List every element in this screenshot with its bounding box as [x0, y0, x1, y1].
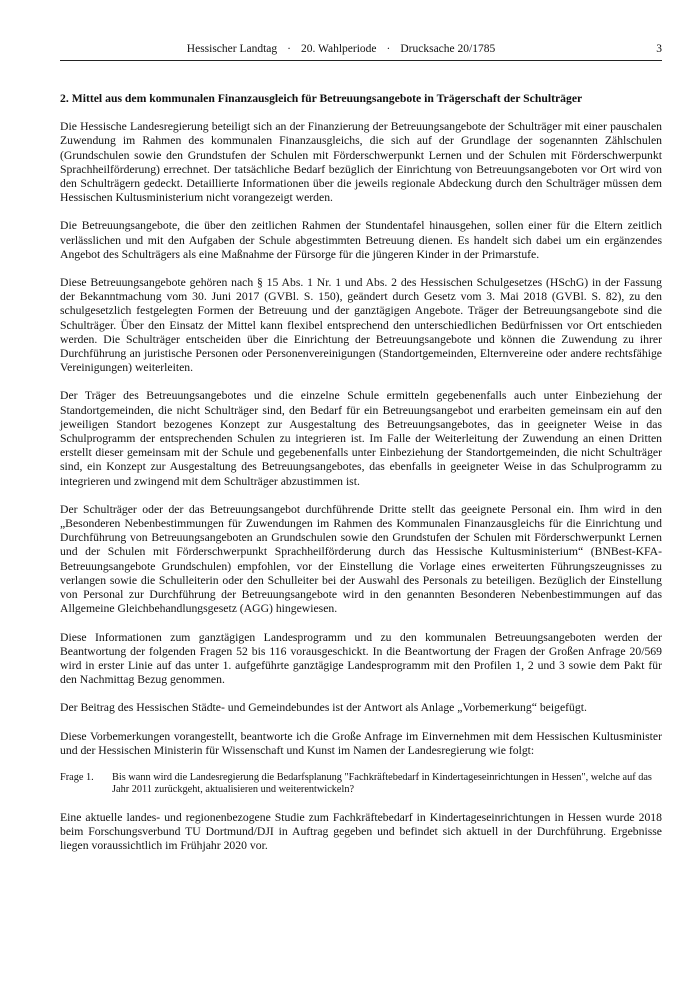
- header-parliament: Hessischer Landtag: [186, 43, 278, 55]
- header-drucksache: Drucksache 20/1785: [400, 43, 496, 55]
- question-text: Bis wann wird die Landesregierung die Bedarfsplanung "Fachkräftebedarf in Kindertageseinrichtungen in Hessen", welche auf das Jahr 2011 zurückgeht, aktualisieren und weiterentwickeln?: [112, 771, 652, 796]
- header-separator: ·: [386, 43, 391, 55]
- paragraph: Die Hessische Landesregierung beteiligt sich an der Finanzierung der Betreuungsangebote der Schulträger mit einer pauschalen Zuwendung im Rahmen des kommunalen Finanzausgleichs, die sich auf der Grundlage der sogenannten Zählschulen (Grundschulen sowie den Grundstufen der Schulen mit Förderschwerpunkt Lernen und der Schulen mit Förderschwerpunkt Sprachheilförderung) errechnet. Der tatsächliche Bedarf bezüglich der Einrichtung von Betreuungsangeboten vor Ort wird von den Schulträgern gedeckt. Detaillierte Informationen über die jeweils regionale Abdeckung durch den Schulträger müssen dem Hessischen Kultusministerium nicht vorangezeigt werden.: [60, 120, 662, 205]
- section-heading: 2. Mittel aus dem kommunalen Finanzausgleich für Betreuungsangebote in Trägerschaft der Schulträger: [60, 92, 583, 105]
- paragraph: Der Beitrag des Hessischen Städte- und Gemeindebundes ist der Antwort als Anlage „Vorbemerkung“ beigefügt.: [60, 701, 587, 715]
- paragraph: Der Schulträger oder der das Betreuungsangebot durchführende Dritte stellt das geeignete Personal ein. Ihm wird in den „Besonderen Nebenbestimmungen für Zuwendungen im Rahmen des Kommunalen Finanzausgleichs für die Einrichtung und Durchführung von Betreuungsangeboten an Grundschulen sowie den Grundstufen der Schulen mit Förderschwerpunkt Lernen und der Schulen mit Förderschwerpunkt Sprachheilförderung durch das Hessische Kultusministerium“ (BNBest-KFA-Betreuungsangebote Grundschulen) empfohlen, vor der Einstellung die Vorlage eines erweiterten Führungszeugnisses zu verlangen sowie die Schulleiterin oder den Schulleiter bei der Auswahl des Personals zu beteiligen. Bezüglich der Einstellung von Personal zur Durchführung der Betreuungsangebote wird in den genannten Besonderen Nebenbestimmungen auf das Allgemeine Gleichbehandlungsgesetz (AGG) hingewiesen.: [60, 502, 662, 616]
- question-block: [60, 772, 662, 797]
- paragraph: Diese Betreuungsangebote gehören nach § 15 Abs. 1 Nr. 1 und Abs. 2 des Hessischen Schulgesetzes (HSchG) in der Fassung der Bekanntmachung vom 30. Juni 2017 (GVBl. S. 150), geändert durch Gesetz vom 3. Mai 2018 (GVBl. S. 82), zu den schulgesetzlich festgelegten Formen der Betreuung und der ganztägigen Angebote. Träger der Betreuungsangebote sind die Schulträger. Über den Einsatz der Mittel kann flexibel entsprechend den unterschiedlichen Bedürfnissen vor Ort entschieden werden. Die Schulträger entscheiden über die Einrichtung der Betreuungsangebote und können die Zuwendung zu ihrer Durchführung an juristische Personen oder Personenvereinigungen (Standortgemeinden, Elternvereine oder andere rechtsfähige Vereinigungen) weiterleiten.: [60, 276, 662, 375]
- running-header: [60, 42, 662, 61]
- page-number: 3: [656, 43, 662, 55]
- paragraph: Die Betreuungsangebote, die über den zeitlichen Rahmen der Stundentafel hinausgehen, sollen einer für die Eltern zeitlich verlässlichen und mit den Aufgaben der Schule abgestimmten Betreuung dienen. Es handelt sich dabei um ein ergänzendes Angebot des Schulträgers als eine Maßnahme der Fürsorge für die jüngeren Kinder in der Primarstufe.: [60, 219, 662, 261]
- document-body: [60, 92, 662, 867]
- header-separator: ·: [287, 43, 291, 55]
- paragraph: Diese Vorbemerkungen vorangestellt, beantworte ich die Große Anfrage im Einvernehmen mit dem Hessischen Kultusminister und der Hessischen Ministerin für Wissenschaft und Kunst im Namen der Landesregierung wie folgt:: [60, 729, 662, 757]
- header-period: 20. Wahlperiode: [301, 43, 377, 55]
- paragraph: Der Träger des Betreuungsangebotes und die einzelne Schule ermitteln gegebenenfalls auch unter Einbeziehung der Standortgemeinden, die nicht Schulträger sind, den Bedarf für ein Betreuungsangebot und erarbeiten gemeinsam ein auf den jeweiligen Standort bezogenes Konzept zur Ausgestaltung des Betreuungsangebotes, das in geeigneter Weise in das Schulprogramm der entsprechenden Schulen zu integrieren ist. Im Falle der Weiterleitung der Zuwendung an einen Dritten erstellt dieser gemeinsam mit der Schule und gegebenenfalls unter Einbeziehung der Standortgemeinden, die nicht Schulträger sind, ein Konzept zur Ausgestaltung des Betreuungsangebotes, das ebenfalls in geeigneter Weise in das Schulprogramm zu integrieren und zwingend mit dem Schulträger abzustimmen ist.: [60, 389, 662, 488]
- paragraph: Diese Informationen zum ganztägigen Landesprogramm und zu den kommunalen Betreuungsangeboten werden der Beantwortung der folgenden Fragen 52 bis 116 vorausgeschickt. In die Beantwortung der Fragen der Großen Anfrage 20/569 wird in erster Linie auf das unter 1. aufgeführte ganztägige Landesprogramm mit den Profilen 1, 2 und 3 sowie dem Pakt für den Nachmittag Bezug genommen.: [60, 630, 662, 687]
- header-info: [60, 42, 622, 56]
- question-label: Frage 1.: [60, 771, 94, 783]
- answer-paragraph: Eine aktuelle landes- und regionenbezogene Studie zum Fachkräftebedarf in Kindertageseinrichtungen in Hessen wurde 2018 beim Forschungsverbund TU Dortmund/DJI in Auftrag gegeben und befindet sich aktuell in der Durchführung. Ergebnisse liegen voraussichtlich im Frühjahr 2020 vor.: [60, 810, 662, 853]
